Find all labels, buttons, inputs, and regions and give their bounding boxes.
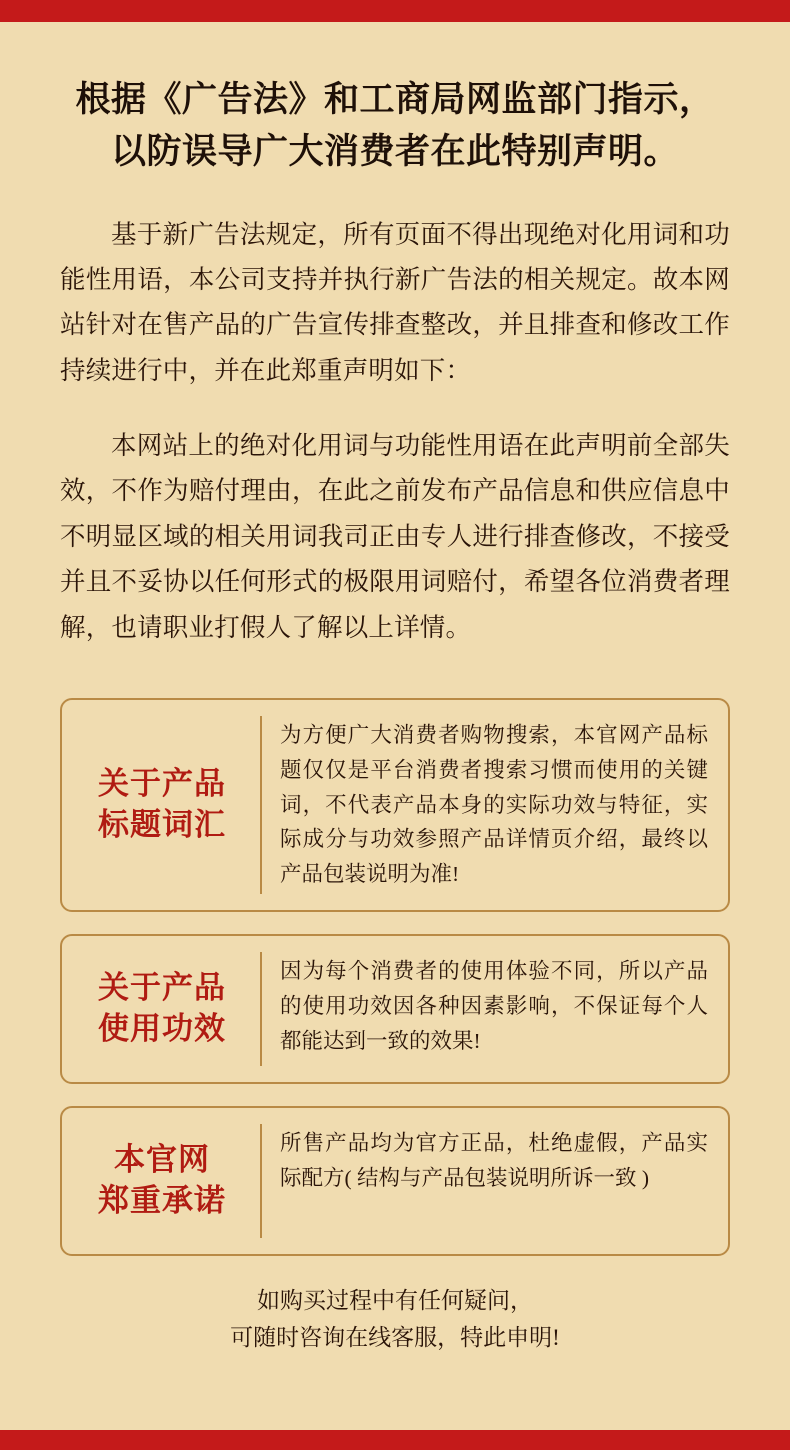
page-title [60, 22, 730, 178]
card-title-product-efficacy [72, 952, 262, 1066]
top-red-band [0, 0, 790, 22]
card-body-product-efficacy: 因为每个消费者的使用体验不同，所以产品的使用功效因各种因素影响，不保证每个人都能达到一致的效果! [280, 959, 708, 1053]
bottom-red-band [0, 1430, 790, 1450]
card-official-promise [60, 1106, 730, 1256]
statement-paragraph-1: 基于新广告法规定，所有页面不得出现绝对化用词和功能性用语，本公司支持并执行新广告法的相关规定。故本网站针对在售产品的广告宣传排查整改，并且排查和修改工作持续进行中，并在此郑重声明如下： [60, 219, 730, 385]
card-title-line-2: 标题词汇 [98, 807, 226, 843]
card-product-title-wording [60, 698, 730, 912]
page-title-line-1: 根据《广告法》和工商局网监部门指示， [75, 80, 715, 119]
footer-note [60, 1282, 730, 1357]
footer-note-line-1: 如购买过程中有任何疑问， [257, 1288, 533, 1314]
card-title-line-1: 关于产品 [98, 766, 226, 802]
footer-note-line-2: 可随时咨询在线客服，特此申明! [230, 1325, 560, 1351]
card-title-line-2: 使用功效 [98, 1011, 226, 1047]
card-title-line-1: 关于产品 [98, 970, 226, 1006]
card-product-efficacy [60, 934, 730, 1084]
card-title-product-title-wording [72, 716, 262, 894]
card-body-official-promise: 所售产品均为官方正品，杜绝虚假，产品实际配方( 结构与产品包装说明所诉一致 ) [280, 1131, 708, 1190]
card-title-official-promise [72, 1124, 262, 1238]
page-title-line-2: 以防误导广大消费者在此特别声明。 [110, 131, 679, 171]
statement-sheet [0, 22, 790, 1430]
card-title-line-1: 本官网 [114, 1142, 210, 1178]
statement-cards [60, 698, 730, 1256]
statement-paragraph-2: 本网站上的绝对化用词与功能性用语在此声明前全部失效，不作为赔付理由，在此之前发布产品信息和供应信息中不明显区域的相关用词我司正由专人进行排查修改，不接受并且不妥协以任何形式的极限用词赔付，希望各位消费者理解，也请职业打假人了解以上详情。 [60, 431, 730, 642]
card-body-product-title-wording: 为方便广大消费者购物搜索，本官网产品标题仅仅是平台消费者搜索习惯而使用的关键词，不代表产品本身的实际功效与特征，实际成分与功效参照产品详情页介绍，最终以产品包装说明为准! [280, 722, 708, 887]
card-title-line-2: 郑重承诺 [98, 1183, 226, 1219]
